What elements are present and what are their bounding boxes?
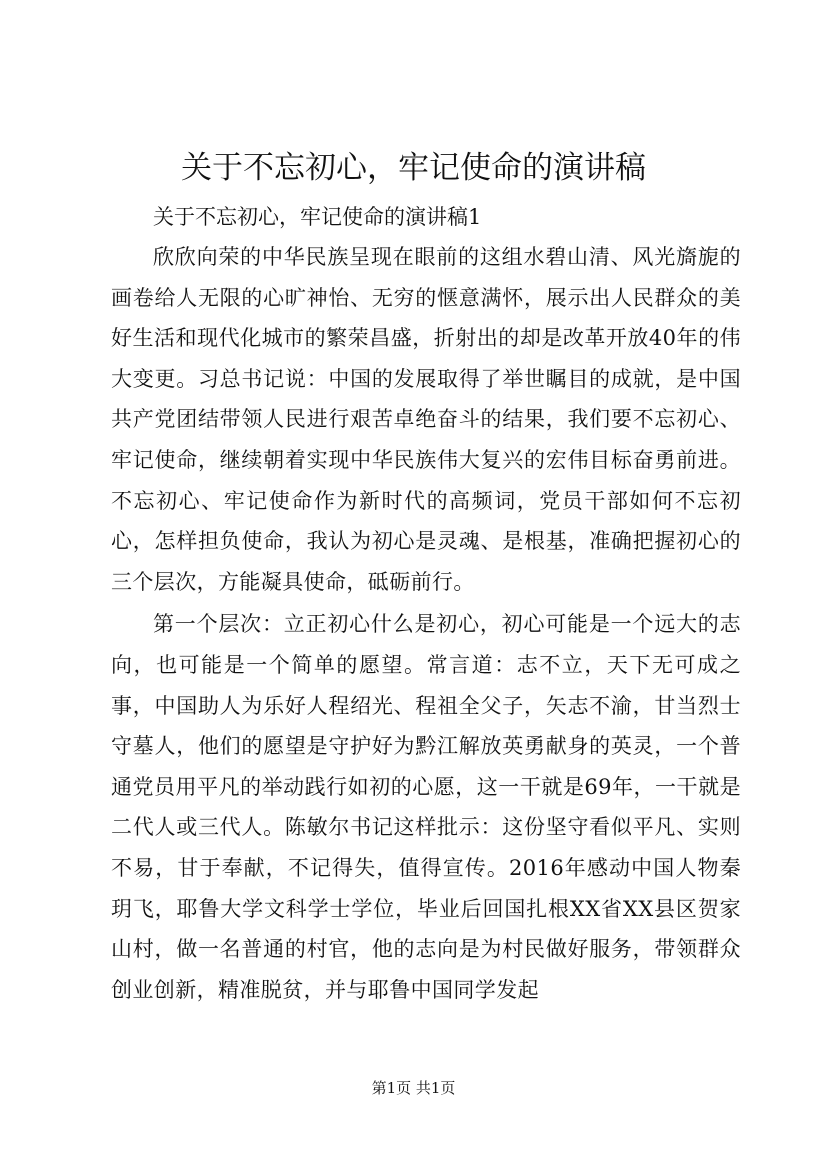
paragraph-1: 欣欣向荣的中华民族呈现在眼前的这组水碧山清、风光旖旎的画卷给人无限的心旷神怡、无穷的惬意满怀，展示出人民群众的美好生活和现代化城市的繁荣昌盛，折射出的却是改革开放40年的伟大变更。习总书记说：中国的发展取得了举世瞩目的成就，是中国共产党团结带领人民进行艰苦卓绝奋斗的结果，我们要不忘初心、牢记使命，继续朝着实现中华民族伟大复兴的宏伟目标奋勇前进。不忘初心、牢记使命作为新时代的高频词，党员干部如何不忘初心，怎样担负使命，我认为初心是灵魂、是根基，准确把握初心的三个层次，方能凝具使命，砥砺前行。 — [111, 245, 741, 594]
document-title: 关于不忘初心，牢记使命的演讲稿 — [181, 150, 646, 186]
paragraph-2: 第一个层次：立正初心什么是初心，初心可能是一个远大的志向，也可能是一个简单的愿望。常言道：志不立，天下无可成之事，中国助人为乐好人程绍光、程祖全父子，矢志不渝，甘当烈士守墓人，他们的愿望是守护好为黔江解放英勇献身的英灵，一个普通党员用平凡的举动践行如初的心愿，这一干就是69年，一干就是二代人或三代人。陈敏尔书记这样批示：这份坚守看似平凡、实则不易，甘于奉献，不记得失，值得宣传。2016年感动中国人物秦玥飞，耶鲁大学文科学士学位，毕业后回国扎根XX省XX县区贺家山村，做一名普通的村官，他的志向是为村民做好服务，带领群众创业创新，精准脱贫，并与耶鲁中国同学发起 — [111, 612, 741, 1002]
document-subtitle: 关于不忘初心，牢记使命的演讲稿1 — [153, 205, 482, 229]
page-number-footer: 第1页 共1页 — [371, 1079, 456, 1097]
document-body — [111, 197, 741, 1010]
